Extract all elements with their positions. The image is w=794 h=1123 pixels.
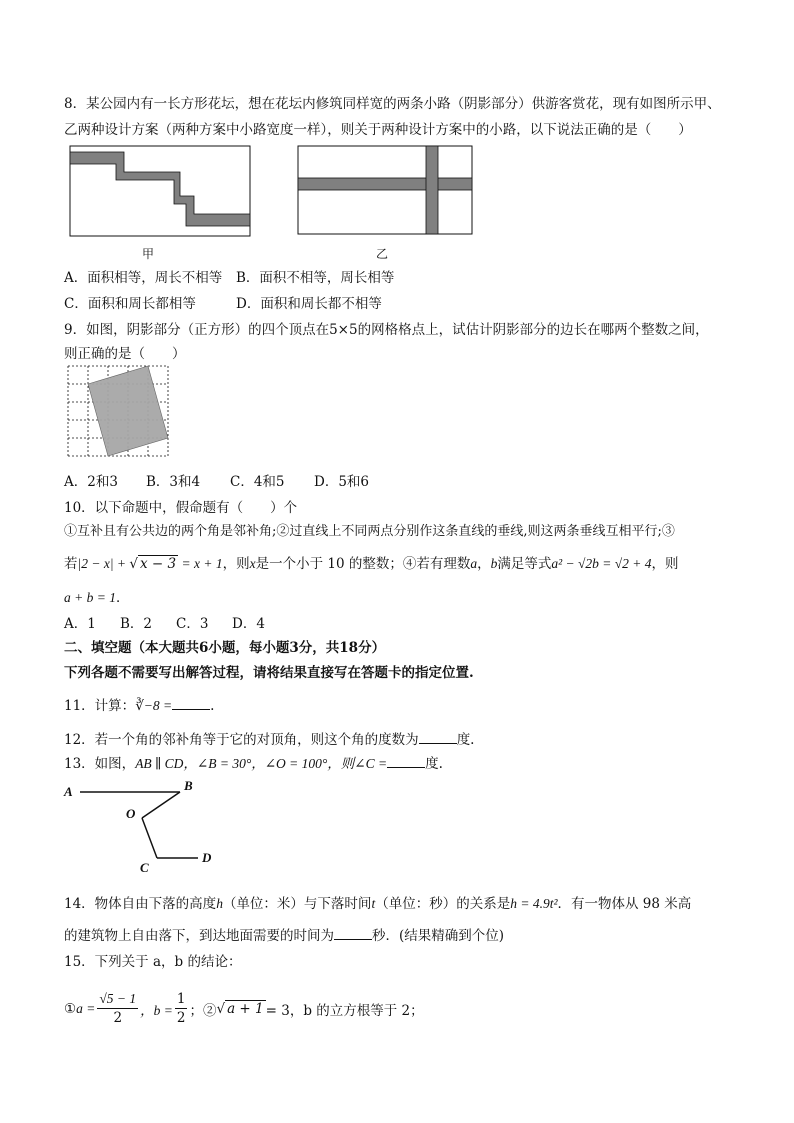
q10-equation: a² − √2b = √2 + 4 — [551, 556, 652, 571]
q10-var-b: b — [490, 556, 498, 571]
q9-option-b: B．3和4 — [146, 474, 201, 490]
q14-l1-c: （单位：秒）的关系是 — [375, 896, 511, 912]
q8-stem-line1: 8．某公园内有一长方形花坛，想在花坛内修筑同样宽的两条小路（阴影部分）供游客赏花，现有如图所示甲、 — [64, 96, 721, 112]
q10-option-a: A．1 — [64, 616, 96, 632]
q15-line1: 15．下列关于 a，b 的结论： — [64, 954, 242, 970]
q13-label-d: D — [202, 850, 212, 865]
q8-label-yi: 乙 — [376, 247, 389, 261]
path-shade-yi-horizontal — [298, 178, 472, 190]
q10-var-a: a — [470, 556, 478, 571]
q10-l3-a: 若 — [64, 556, 78, 572]
shaded-square — [88, 366, 168, 456]
q10-stem-line2: ①互补且有公共边的两个角是邻补角;②过直线上不同两点分别作这条直线的垂线,则这两条垂线互相平行;③ — [64, 524, 675, 539]
q14-var-t: t — [371, 896, 376, 911]
q9-grid-figure — [66, 364, 170, 460]
q10-option-d: D．4 — [232, 616, 265, 632]
q12-pre: 12．若一个角的邻补角等于它的对顶角，则这个角的度数为 — [64, 732, 419, 748]
q15-frac-b-num: 1 — [176, 991, 186, 1007]
q10-l3-h: ， — [477, 556, 491, 572]
q15-b-eq: ，b = — [140, 1002, 173, 1018]
q14-answer-blank — [334, 927, 372, 940]
q15-frac-a-den: 2 — [113, 1010, 123, 1026]
section2-instruction: 下列各题不需要写出解答过程，请将结果直接写在答题卡的指定位置. — [64, 665, 474, 681]
q9-option-c: C．4和5 — [230, 474, 285, 490]
q9-option-a: A．2和3 — [64, 474, 118, 490]
q13-pre: 13．如图， — [64, 756, 136, 772]
q11-pre: 11．计算： — [64, 698, 136, 714]
q14-l1-b: （单位：米）与下落时间 — [222, 896, 372, 912]
q8-option-a: A．面积相等，周长不相等 — [64, 270, 223, 286]
q11-expr: ∛−8 = — [135, 698, 173, 713]
q8-option-c: C．面积和周长都相等 — [64, 296, 196, 312]
q9-option-d: D．5和6 — [314, 474, 370, 490]
q10-option-c: C．3 — [176, 616, 209, 632]
q10-var-x: x — [249, 556, 256, 571]
q13-label-o: O — [126, 806, 136, 821]
q14-l2-b: 秒．(结果精确到个位) — [372, 928, 505, 944]
q15-line2: ① a = $\frac{√5 - 1}{2}$ ，b = $\frac{1}{2}$ ；② √ a + 1 = 3，b 的立方根等于 2； — [64, 991, 424, 1026]
q10-l3-j: 满足等式 — [497, 556, 552, 572]
q10-option-b: B．2 — [120, 616, 153, 632]
q15-radicand: a + 1 — [227, 1001, 264, 1017]
q9-stem-line1: 9．如图，阴影部分（正方形）的四个顶点在5×5的网格格点上，试估计阴影部分的边长在哪两个整数之间， — [64, 322, 709, 338]
q13-expr: AB ∥ CD，∠B = 30°，∠O = 100°，则∠C = — [135, 756, 388, 771]
q13-answer-blank — [387, 755, 425, 768]
q15-c2b: = 3，b 的立方根等于 2； — [265, 1002, 424, 1019]
q12-answer-blank — [419, 731, 457, 744]
q11-answer-blank — [172, 697, 210, 710]
q10-line4-end: ． — [115, 590, 130, 606]
section2-title: 二、填空题（本大题共6小题，每小题3分，共18分） — [64, 640, 386, 656]
q8-figure-jia — [64, 142, 254, 238]
q13-label-b: B — [184, 778, 193, 793]
q10-conclusion: a + b = 1 — [64, 590, 116, 605]
q10-l3-f: 是一个小于 10 的整数；④若有理数 — [255, 556, 471, 572]
q10-stem-line1: 10．以下命题中，假命题有（ ）个 — [64, 500, 298, 516]
q10-radicand: x − 3 — [140, 556, 177, 572]
q12-line — [64, 728, 474, 748]
q10-stem-line3: 若|2 − x| + √ x − 3 = x + 1，则x是一个小于 10 的整数；④若有理数a，b满足等式a² − √2b = √2 + 4，则 — [64, 556, 679, 572]
q13-label-c: C — [140, 860, 149, 875]
q13-label-a: A — [64, 784, 73, 799]
q8-figure-yi — [294, 142, 476, 238]
q15-c1: ① — [64, 1000, 77, 1017]
q8-stem-line2: 乙两种设计方案（两种方案中小路宽度一样），则关于两种设计方案中的小路，以下说法正确的是（ ） — [64, 122, 692, 138]
q12-post: 度. — [456, 732, 475, 748]
q11-post: . — [210, 698, 215, 714]
q15-frac-b — [175, 990, 188, 1027]
q14-line2 — [64, 924, 504, 944]
q14-l1-d: ．有一物体从 98 米高 — [557, 896, 692, 912]
segment-bo — [142, 792, 180, 818]
q15-c2: ；② — [189, 1002, 217, 1019]
q8-option-b: B．面积不相等，周长相等 — [236, 270, 395, 286]
q15-frac-a-num: √5 − 1 — [97, 990, 138, 1009]
q13-post: 度. — [425, 756, 443, 772]
q10-abs-expr: |2 − x| + — [77, 556, 130, 571]
q9-stem-line2: 则正确的是（ ） — [64, 346, 186, 362]
q14-l2-a: 的建筑物上自由落下，到达地面需要的时间为 — [64, 928, 334, 944]
q8-label-jia: 甲 — [142, 247, 155, 261]
q14-var-h: h — [216, 896, 223, 911]
q15-frac-a — [97, 990, 138, 1027]
q14-formula: h = 4.9t² — [510, 896, 558, 911]
q10-rhs: = x + 1 — [178, 556, 223, 571]
q14-line1 — [64, 892, 691, 912]
q10-l3-l: ，则 — [651, 556, 679, 572]
path-shade-yi-vertical — [426, 146, 438, 234]
q10-l3-d: ，则 — [222, 556, 250, 572]
q13-figure — [60, 774, 220, 880]
q14-l1-a: 14．物体自由下落的高度 — [64, 896, 217, 912]
q15-frac-b-den: 2 — [176, 1010, 186, 1026]
q15-a-eq: a = — [76, 1000, 96, 1016]
q8-option-d: D．面积和周长都不相等 — [236, 296, 382, 312]
segment-oc — [142, 818, 157, 858]
q13-line — [64, 752, 443, 772]
q10-stem-line4 — [64, 586, 129, 606]
q11-line — [64, 694, 214, 714]
